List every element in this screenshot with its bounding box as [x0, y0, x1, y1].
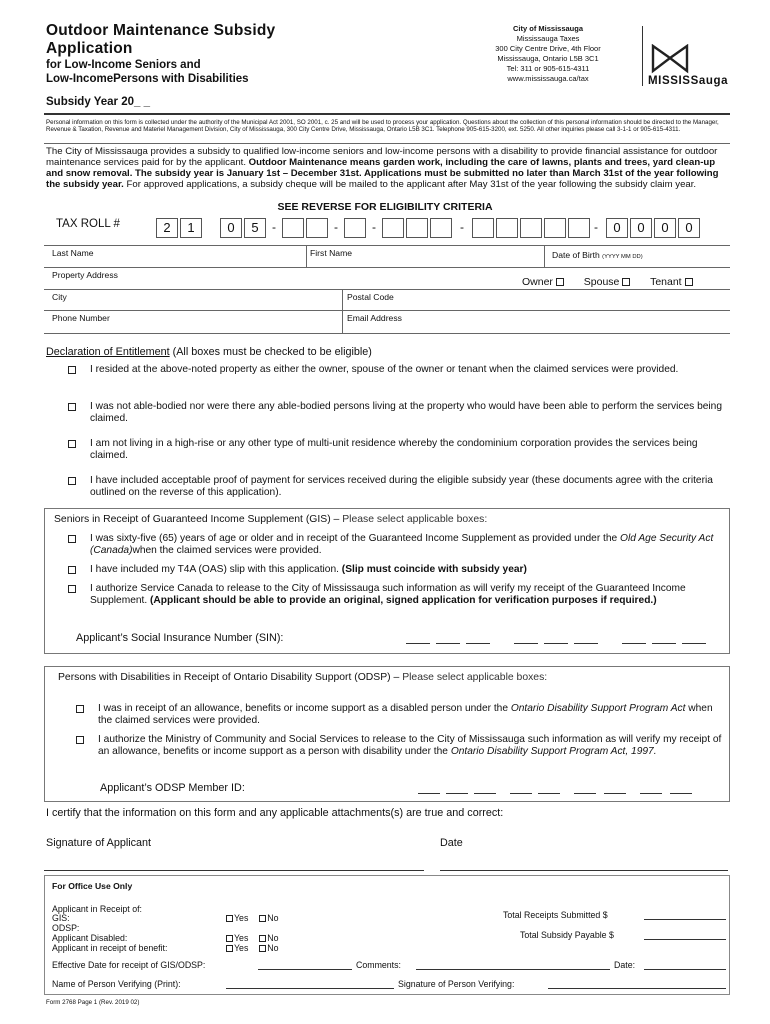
- odsp-member-label: Applicant’s ODSP Member ID:: [100, 782, 245, 794]
- tax-roll-digit-empty[interactable]: [406, 218, 428, 238]
- grid-rule: [44, 310, 730, 311]
- effective-date-label: Effective Date for receipt of GIS/ODSP:: [52, 960, 206, 970]
- declaration-title: Declaration of Entitlement: [46, 346, 170, 358]
- declaration-text: I have included acceptable proof of payment for services received during the eligible subsidy year (these documents agree with the criteria outlined on the reverse of this application).: [90, 475, 713, 498]
- gis-title: Seniors in Receipt of Guaranteed Income Supplement (GIS) –: [54, 514, 343, 525]
- office-disabled-label: Applicant Disabled:: [52, 933, 128, 943]
- office-odsp-label: ODSP:: [52, 923, 80, 933]
- gis-checkbox[interactable]: [68, 585, 76, 593]
- declaration-checkbox[interactable]: [68, 403, 76, 411]
- grid-divider: [342, 289, 343, 333]
- tax-roll-digit[interactable]: 0: [678, 218, 700, 238]
- org-tel: Tel: 311 or 905-615-4311: [506, 64, 590, 73]
- office-heading: For Office Use Only: [52, 881, 133, 891]
- tax-roll-digit-empty[interactable]: [430, 218, 452, 238]
- grid-divider: [306, 245, 307, 267]
- tax-roll-dash: -: [594, 220, 598, 234]
- sig-verifying-input[interactable]: [548, 988, 726, 989]
- gis-note: Please select applicable boxes:: [342, 514, 488, 525]
- odsp-item2-act: Ontario Disability Support Program Act, 1997.: [450, 746, 657, 757]
- owner-label: Owner: [522, 276, 553, 288]
- odsp-item: [76, 703, 722, 727]
- org-addr2: Mississauga, Ontario L5B 3C1: [497, 54, 599, 63]
- office-gis-options: [226, 913, 279, 923]
- declaration-item: [68, 364, 728, 376]
- dob-field[interactable]: [552, 250, 643, 260]
- org-addr1: 300 City Centre Drive, 4th Floor: [495, 44, 601, 53]
- odsp-item1-text-end: when the claimed services were provided.: [98, 703, 713, 726]
- gis-item3-note: (Applicant should be able to provide an original, signed application for verification purposes if required.): [150, 595, 657, 606]
- signature-label: Signature of Applicant: [46, 837, 152, 849]
- tax-roll-digit-empty[interactable]: [382, 218, 404, 238]
- office-disabled-no-checkbox[interactable]: [259, 935, 266, 942]
- signature-line[interactable]: [44, 870, 424, 871]
- tax-roll-digit[interactable]: 5: [244, 218, 266, 238]
- mississauga-logo-icon: [650, 44, 690, 74]
- logo-text: MISSISSauga: [648, 75, 729, 87]
- gis-item2-text: I have included my T4A (OAS) slip with this application.: [90, 564, 342, 575]
- odsp-item: [76, 734, 722, 758]
- tax-roll-dash: -: [460, 220, 464, 234]
- odsp-title: Persons with Disabilities in Receipt of Ontario Disability Support (ODSP) –: [58, 672, 403, 683]
- postal-code-field[interactable]: Postal Code: [347, 292, 394, 302]
- gis-item1-text-end: when the claimed services were provided.: [132, 545, 322, 556]
- no-label: No: [267, 943, 279, 953]
- tax-roll-digit[interactable]: 0: [654, 218, 676, 238]
- grid-rule: [44, 267, 730, 268]
- subsidy-year: Subsidy Year 20_ _: [46, 96, 150, 108]
- office-use-section: [44, 875, 730, 995]
- tax-roll-digit-empty[interactable]: [472, 218, 494, 238]
- declaration-heading: [46, 346, 372, 358]
- gis-item2-note: (Slip must coincide with subsidy year): [341, 564, 527, 575]
- property-address-field[interactable]: Property Address: [52, 270, 118, 280]
- tax-roll-digit[interactable]: 0: [220, 218, 242, 238]
- yes-label: Yes: [234, 933, 249, 943]
- declaration-item: [68, 401, 728, 425]
- odsp-heading: [58, 672, 722, 684]
- gis-heading: [54, 514, 487, 525]
- yes-label: Yes: [234, 913, 249, 923]
- intro-p1: The City of Mississauga provides a subsidy to qualified low-income seniors and low-income persons with a disability to provide financial assistance for outdoor maintenance services paid for by the applicant.: [46, 146, 718, 168]
- dob-label: Date of Birth: [552, 250, 600, 260]
- gis-item1-text: I was sixty-five (65) years of age or older and in receipt of the Guaranteed Income Supplement as provided under the: [90, 533, 621, 544]
- total-receipts-input[interactable]: [644, 919, 726, 920]
- office-date-input[interactable]: [644, 969, 726, 970]
- tax-roll-digit-empty[interactable]: [344, 218, 366, 238]
- tenant-checkbox[interactable]: [685, 278, 693, 286]
- office-benefit-label: Applicant in receipt of benefit:: [52, 943, 168, 953]
- form-subtitle-line1: for Low-Income Seniors and: [46, 59, 201, 71]
- tax-roll-dash: -: [272, 220, 276, 234]
- org-dept: Mississauga Taxes: [516, 34, 580, 43]
- no-label: No: [267, 933, 279, 943]
- date-line[interactable]: [440, 870, 728, 871]
- phone-field[interactable]: Phone Number: [52, 313, 110, 323]
- effective-date-input[interactable]: [258, 969, 352, 970]
- declaration-checkbox[interactable]: [68, 440, 76, 448]
- privacy-rule: [44, 143, 730, 144]
- odsp-item1-act: Ontario Disability Support Program Act: [510, 703, 686, 714]
- odsp-note: Please select applicable boxes:: [402, 672, 548, 683]
- last-name-field[interactable]: Last Name: [52, 248, 94, 258]
- privacy-notice: Personal information on this form is collected under the authority of the Municipal Act 2001, SO 2001, c. 25 and will be used to process your application. Questions about the collection of this personal information should be directed to the Manager, Revenue & Taxation, Revenue and Materiel Management Division, City of Mississauga, 300 City Centre Drive, Mississauga, Ontario L5B 3C1. Telephone 905-615-3200, ext. 5250. All other inquiries please call 3-1-1 or 905-615-4311.: [46, 119, 719, 134]
- comments-input[interactable]: [416, 969, 610, 970]
- tax-roll-dash: -: [334, 220, 338, 234]
- no-label: No: [267, 913, 279, 923]
- office-disabled-options: [226, 933, 279, 943]
- city-field[interactable]: City: [52, 292, 67, 302]
- gis-checkbox[interactable]: [68, 535, 76, 543]
- declaration-text: I was not able-bodied nor were there any able-bodied persons living at the property who would have been able to perform the services being claimed.: [90, 401, 723, 424]
- org-web: www.mississauga.ca/tax: [507, 74, 589, 83]
- org-name: City of Mississauga: [512, 24, 584, 33]
- yes-label: Yes: [234, 943, 249, 953]
- declaration-item: [68, 438, 728, 462]
- declaration-text: I am not living in a high-rise or any other type of multi-unit residence whereby the condominium corporation provides the services being claimed.: [90, 438, 698, 461]
- declaration-note: (All boxes must be checked to be eligible): [169, 346, 372, 358]
- comments-label: Comments:: [356, 960, 401, 970]
- tax-roll-digit[interactable]: 0: [630, 218, 652, 238]
- office-disabled-yes-checkbox[interactable]: [226, 935, 233, 942]
- form-footer: Form 2768 Page 1 (Rev. 2019 02): [46, 999, 140, 1006]
- tax-roll-digit-empty[interactable]: [520, 218, 542, 238]
- org-address: [458, 24, 638, 84]
- odsp-checkbox[interactable]: [76, 705, 84, 713]
- owner-checkbox[interactable]: [556, 278, 564, 286]
- tax-roll-digit-empty[interactable]: [568, 218, 590, 238]
- dob-format: (YYYY MM DD): [602, 254, 643, 260]
- header-divider: [642, 26, 643, 86]
- odsp-item1-text: I was in receipt of an allowance, benefits or income support as a disabled person under the: [98, 703, 511, 714]
- tax-roll-label: TAX ROLL #: [56, 218, 120, 230]
- intro-paragraph: [46, 146, 730, 190]
- office-benefit-yes-checkbox[interactable]: [226, 945, 233, 952]
- intro-p2: Outdoor Maintenance means garden work, including the care of lawns, plants and trees, yard clean-up and snow removal. The subsidy year is January 1st – December 31st. Applications must be submitted no later than March 31st of the year following the subsidy year.: [46, 157, 719, 190]
- office-gis-no-checkbox[interactable]: [259, 915, 266, 922]
- sig-verifying-label: Signature of Person Verifying:: [398, 979, 515, 989]
- tax-roll-digit-empty[interactable]: [282, 218, 304, 238]
- office-gis-label: GIS:: [52, 913, 70, 923]
- grid-divider: [544, 245, 545, 267]
- tax-roll-digit[interactable]: 0: [606, 218, 628, 238]
- declaration-text: I resided at the above-noted property as either the owner, spouse of the owner or tenant when the claimed services were provided.: [90, 364, 679, 375]
- tax-roll-digit-empty[interactable]: [544, 218, 566, 238]
- total-subsidy-label: Total Subsidy Payable $: [520, 930, 614, 940]
- intro-p3: For approved applications, a subsidy cheque will be mailed to the applicant after May 31st of the year following the subsidy claim year.: [123, 179, 697, 190]
- residency-options: [522, 276, 693, 288]
- office-date-label: Date:: [614, 960, 636, 970]
- declaration-checkbox[interactable]: [68, 366, 76, 374]
- declaration-item: [68, 475, 728, 499]
- office-benefit-options: [226, 943, 279, 953]
- form-title-line2: Application: [46, 40, 133, 57]
- spouse-checkbox[interactable]: [622, 278, 630, 286]
- tenant-label: Tenant: [650, 276, 682, 288]
- tax-roll-digit-empty[interactable]: [306, 218, 328, 238]
- total-receipts-label: Total Receipts Submitted $: [503, 910, 608, 920]
- grid-rule: [44, 333, 730, 334]
- gis-item: [68, 583, 728, 607]
- eligibility-heading: SEE REVERSE FOR ELIGIBILITY CRITERIA: [277, 201, 493, 213]
- gis-item: [68, 533, 728, 557]
- grid-rule: [44, 245, 730, 246]
- gis-item: [68, 564, 728, 576]
- total-subsidy-input[interactable]: [644, 939, 726, 940]
- spouse-label: Spouse: [583, 276, 620, 288]
- date-label: Date: [440, 837, 463, 849]
- first-name-field[interactable]: First Name: [310, 248, 353, 258]
- gis-item3-text: I authorize Service Canada to release to the City of Mississauga such information as will verify my receipt of the Guaranteed Income Supplement.: [90, 583, 686, 606]
- header-rule: [44, 113, 730, 115]
- office-receipt-of: Applicant in Receipt of:: [52, 904, 142, 914]
- grid-rule: [44, 289, 730, 290]
- office-benefit-no-checkbox[interactable]: [259, 945, 266, 952]
- gis-checkbox[interactable]: [68, 566, 76, 574]
- gis-item1-act: Old Age Security Act (Canada): [90, 533, 714, 556]
- name-verifying-input[interactable]: [226, 988, 394, 989]
- office-gis-yes-checkbox[interactable]: [226, 915, 233, 922]
- sin-label: Applicant’s Social Insurance Number (SIN):: [76, 632, 284, 644]
- tax-roll-dash: -: [372, 220, 376, 234]
- odsp-item2-text: I authorize the Ministry of Community and Social Services to release to the City of Mississauga such information as will verify my receipt of an allowance, benefits or income support as a person with disability under the: [98, 734, 722, 757]
- form-title-line1: Outdoor Maintenance Subsidy: [46, 22, 276, 39]
- declaration-checkbox[interactable]: [68, 477, 76, 485]
- odsp-checkbox[interactable]: [76, 736, 84, 744]
- tax-roll-digit[interactable]: 1: [180, 218, 202, 238]
- name-verifying-label: Name of Person Verifying (Print):: [52, 979, 181, 989]
- form-subtitle-line2: Low-IncomePersons with Disabilities: [46, 73, 249, 85]
- tax-roll-digit[interactable]: 2: [156, 218, 178, 238]
- certify-statement: I certify that the information on this form and any applicable attachments(s) are true and correct:: [46, 807, 504, 819]
- email-field[interactable]: Email Address: [347, 313, 402, 323]
- tax-roll-digit-empty[interactable]: [496, 218, 518, 238]
